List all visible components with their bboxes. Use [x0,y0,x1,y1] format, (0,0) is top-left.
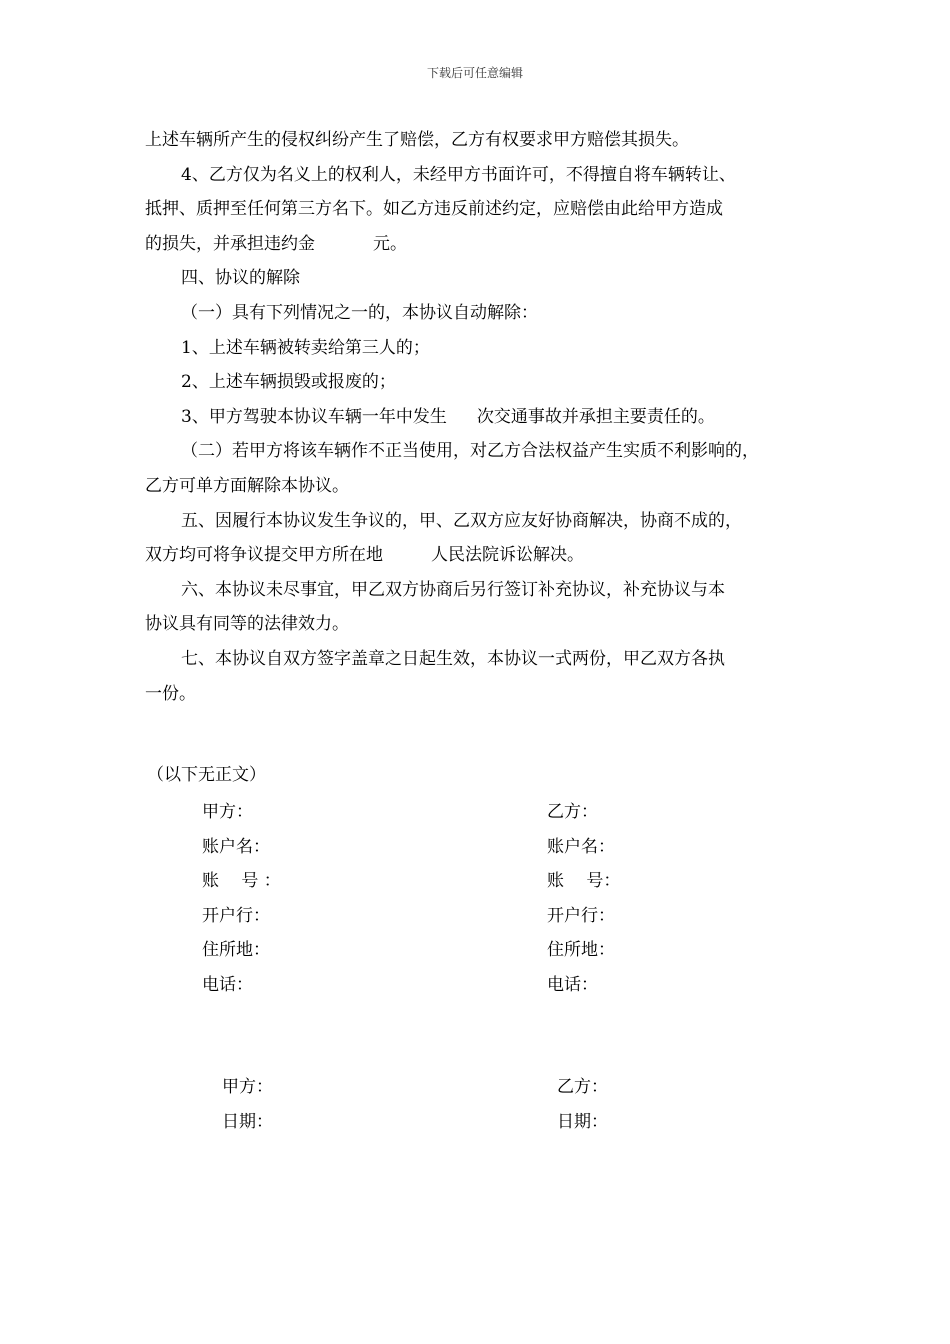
paragraph: 抵押、质押至任何第三方名下。如乙方违反前述约定，应赔偿由此给甲方造成 [145,199,723,220]
text-run: 的损失，并承担违约金 [145,233,315,254]
list-item: 2、上述车辆损毁或报废的； [181,372,396,393]
paragraph: 协议具有同等的法律效力。 [145,614,349,635]
paragraph: 4、乙方仅为名义上的权利人，未经甲方书面许可，不得擅自将车辆转让、 [181,164,736,185]
paragraph: 七、本协议自双方签字盖章之日起生效，本协议一式两份，甲乙双方各执 [181,648,725,669]
signature-date-label: 日期： [557,1111,608,1132]
paragraph: 五、因履行本协议发生争议的，甲、乙双方应友好协商解决，协商不成的， [181,510,742,531]
paragraph [145,538,825,573]
paragraph: （二）若甲方将该车辆作不正当使用，对乙方合法权益产生实质不利影响的， [181,441,759,462]
text-run: 双方均可将争议提交甲方所在地 [145,545,383,566]
account-number-label: 账 号： [547,871,621,892]
paragraph: 上述车辆所产生的侵权纠纷产生了赔偿，乙方有权要求甲方赔偿其损失。 [145,130,689,150]
address-label: 住所地： [202,940,270,961]
paragraph: （一）具有下列情况之一的，本协议自动解除： [181,302,538,323]
bank-label: 开户行： [547,905,615,926]
text-run: 元。 [373,233,407,254]
list-item: 1、上述车辆被转卖给第三人的； [181,337,430,358]
signature-party-label: 乙方： [557,1077,608,1097]
party-b-label: 乙方： [547,802,598,822]
section-heading: 四、协议的解除 [181,268,300,289]
text-run: 次交通事故并承担主要责任的。 [476,406,715,427]
bank-label: 开户行： [202,905,270,926]
paragraph: 六、本协议未尽事宜，甲乙双方协商后另行签订补充协议，补充协议与本 [181,579,725,600]
signature-party-label: 甲方： [222,1077,273,1097]
end-note: （以下无正文） [147,765,266,785]
paragraph: 乙方可单方面解除本协议。 [145,475,349,496]
text-run: 3、甲方驾驶本协议车辆一年中发生 [181,406,447,427]
account-name-label: 账户名： [547,836,615,857]
party-a-signature [222,1070,273,1139]
list-item [145,400,825,435]
text-run: 人民法院诉讼解决。 [431,545,584,566]
party-a-label: 甲方： [202,802,253,822]
party-b-signature [557,1070,608,1139]
phone-label: 电话： [547,974,598,995]
account-name-label: 账户名： [202,836,270,857]
party-a-info [202,795,281,1003]
paragraph [145,227,825,262]
paragraph: 一份。 [145,683,196,704]
page-header: 下载后可任意编辑 [426,66,523,80]
phone-label: 电话： [202,974,253,995]
address-label: 住所地： [547,940,615,961]
party-b-info [547,795,620,1003]
signature-date-label: 日期： [222,1111,273,1132]
contract-body [145,123,825,711]
account-number-label: 账 号 ： [202,871,281,892]
